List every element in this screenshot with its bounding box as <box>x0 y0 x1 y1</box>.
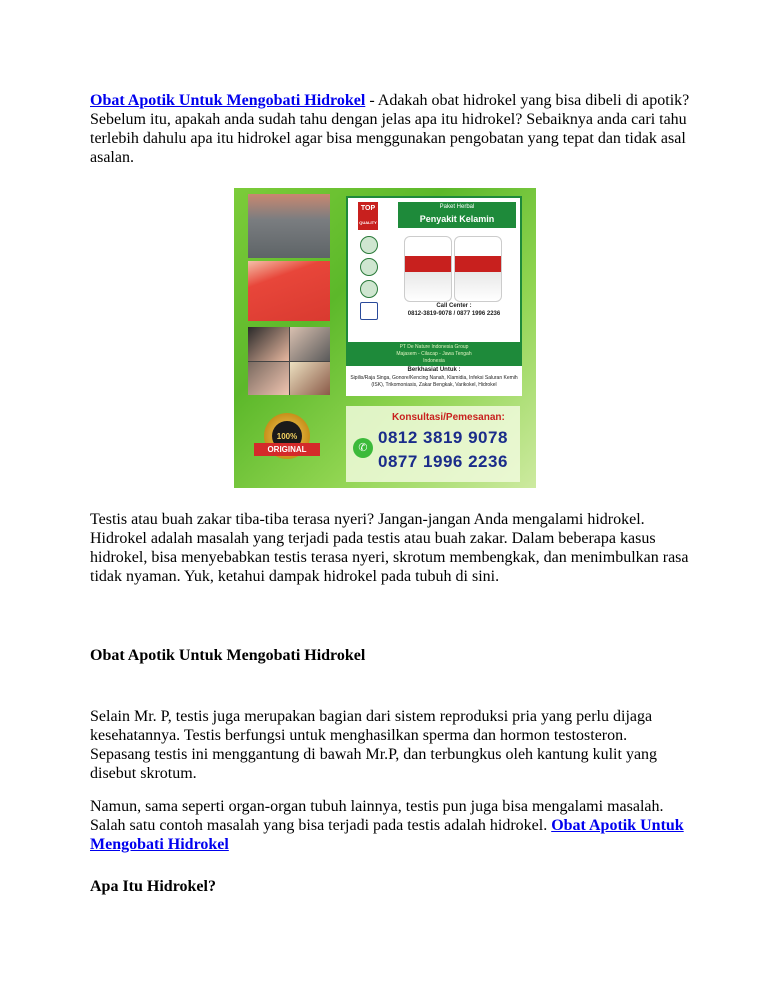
section-heading-obat: Obat Apotik Untuk Mengobati Hidrokel <box>90 647 366 664</box>
company-name: PT De Nature Indonesia Group <box>399 344 469 350</box>
iso-cert-icon <box>360 258 378 276</box>
benefit-title: Berkhasiat Untuk : <box>407 367 461 373</box>
intro-paragraph <box>90 91 690 167</box>
paragraph-testis-function: Selain Mr. P, testis juga merupakan bagian dari sistem reproduksi pria yang perlu dijaga kesehatannya. Testis berfungsi untuk menghasilkan sperma dan hormon testosteron. Sepasang testis ini menggantung di bawah Mr.P, dan terbungkus oleh kantung kulit yang disebut skrotum. <box>90 708 658 782</box>
intro-title-link[interactable]: Obat Apotik Untuk Mengobati Hidrokel <box>90 92 366 109</box>
panel-subtitle: Paket Herbal <box>439 204 475 210</box>
paragraph-testis-problem <box>90 797 690 854</box>
top-badge-sub: QUALITY <box>359 220 377 225</box>
symptom-photo-red-pants <box>248 261 330 321</box>
badge-percent: 100% <box>272 421 302 451</box>
call-center-numbers: 0812-3819-9078 / 0877 1996 2236 <box>407 311 501 317</box>
company-country: Indonesia <box>423 358 445 364</box>
company-address: Majasem - Cilacap - Jawa Tengah <box>396 351 472 357</box>
company-info <box>346 343 522 366</box>
section-heading-apa-itu: Apa Itu Hidrokel? <box>90 878 216 895</box>
badge-ribbon: ORIGINAL <box>254 443 320 456</box>
halal-cert-icon <box>360 236 378 254</box>
panel-title-text: Penyakit Kelamin <box>419 214 495 224</box>
mui-cert-icon <box>360 280 378 298</box>
benefit-text: Sipilis/Raja Singa, Gonore/Kencing Nanah, Klamidia, Infeksi Saluran Kemih (ISK), Trikomoniasis, Zakar Bengkak, Varikokel, Hidrokel <box>350 375 518 388</box>
intro-text: - Adakah obat hidrokel yang bisa dibeli di apotik? Sebelum itu, apakah anda sudah tahu dengan jelas apa itu hidrokel? Sebaiknya anda cari tahu terlebih dahulu apa itu hidrokel agar bisa menggunakan pengobatan yang tepat dan tidak asal asalan. <box>90 92 690 166</box>
contact-box <box>346 406 520 482</box>
consult-label: Konsultasi/Pemesanan: <box>392 412 505 423</box>
top-badge-text: TOP <box>360 205 376 212</box>
phone-number-2: 0877 1996 2236 <box>378 452 508 471</box>
product-panel <box>346 196 522 344</box>
paragraph-testis-pain: Testis atau buah zakar tiba-tiba terasa nyeri? Jangan-jangan Anda mengalami hidrokel. Hidrokel adalah masalah yang terjadi pada testis atau buah zakar. Dalam beberapa kasus hidrokel, bisa menyebabkan testis terasa nyeri, skrotum membengkak, dan menimbulkan rasa tidak nyaman. Yuk, ketahui dampak hidrokel pada tubuh di sini. <box>90 511 689 585</box>
intro-paragraph-wrapper <box>90 91 690 167</box>
panel-title <box>398 202 516 228</box>
whatsapp-icon: ✆ <box>353 438 373 458</box>
product-jar-2 <box>454 236 502 302</box>
symptom-photo-groin <box>248 194 330 258</box>
benefits <box>346 366 522 396</box>
call-center-label: Call Center : <box>436 303 472 309</box>
phone-number-1: 0812 3819 9078 <box>378 428 508 447</box>
original-product-badge <box>254 413 320 471</box>
bpom-icon <box>360 302 378 320</box>
paragraph-4-text: Namun, sama seperti organ-organ tubuh lainnya, testis pun juga bisa mengalami masalah. Salah satu contoh masalah yang bisa terjadi pada testis adalah hidrokel. <box>90 798 664 834</box>
call-center <box>390 302 518 318</box>
symptom-photo-grid <box>248 327 330 395</box>
product-jar-1 <box>404 236 452 302</box>
inline-obat-link[interactable]: Obat Apotik Untuk Mengobati Hidrokel <box>90 817 684 853</box>
top-quality-badge <box>358 202 378 230</box>
product-ad-image <box>234 188 536 488</box>
